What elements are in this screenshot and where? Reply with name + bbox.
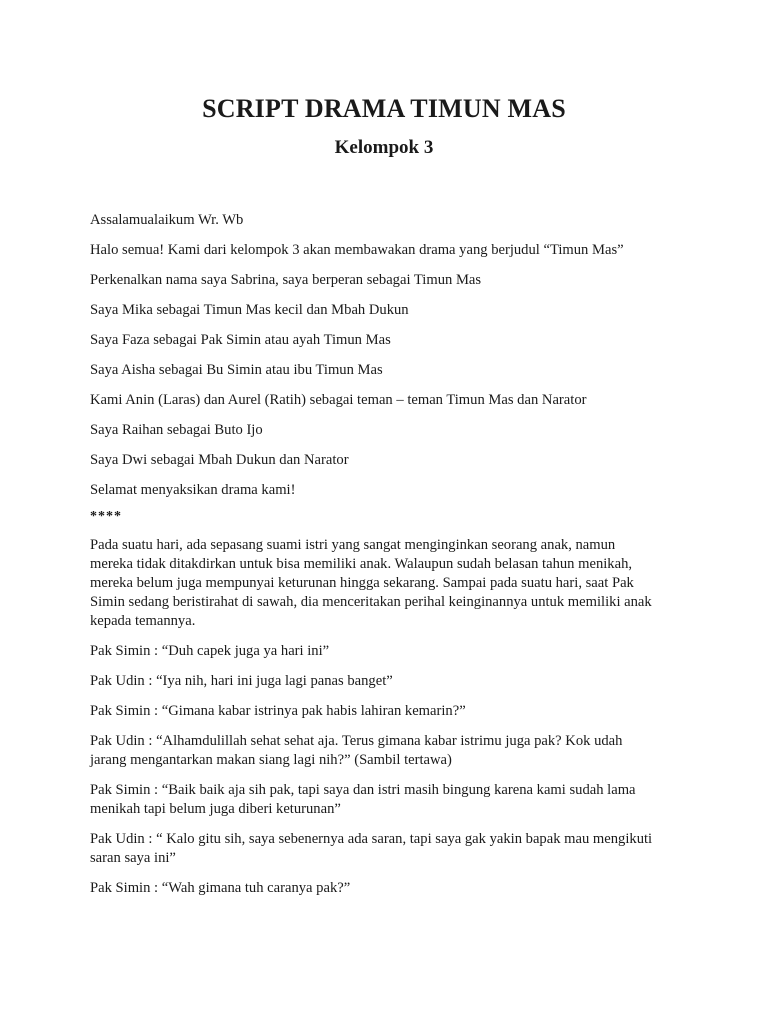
dialogue-text: Pak Simin : “Gimana kabar istrinya pak habis lahiran kemarin?” [90,703,466,719]
intro-line: Kami Anin (Laras) dan Aurel (Ratih) sebagai teman – teman Timun Mas dan Narator [90,392,587,408]
narration-line: mereka belum juga mempunyai keturunan hingga sekarang. Sampai pada suatu hari, saat Pak [90,575,634,591]
dialogue-text: Pak Simin : “Wah gimana tuh caranya pak?” [90,880,351,896]
dialogue-line [90,781,690,819]
dialogue-line [90,830,690,868]
dialogue-text: Pak Simin : “Baik baik aja sih pak, tapi saya dan istri masih bingung karena kami sudah lama [90,782,636,798]
dialogue-text: Pak Udin : “Iya nih, hari ini juga lagi panas banget” [90,673,393,689]
dialogue-line [90,732,690,770]
intro-line: Selamat menyaksikan drama kami! [90,482,296,498]
dialogue-text: Pak Udin : “ Kalo gitu sih, saya sebenernya ada saran, tapi saya gak yakin bapak mau mengikuti [90,831,653,847]
intro-line: Saya Mika sebagai Timun Mas kecil dan Mbah Dukun [90,302,409,318]
scene-separator: **** [90,509,122,524]
narration-line: kepada temannya. [90,613,196,629]
document-body [90,211,690,909]
intro-line: Saya Raihan sebagai Buto Ijo [90,422,263,438]
narration-line: mereka tidak ditakdirkan untuk bisa memiliki anak. Walaupun sudah belasan tahun menikah, [90,556,633,572]
intro-line: Perkenalkan nama saya Sabrina, saya berperan sebagai Timun Mas [90,272,482,288]
narration-paragraph [90,536,690,631]
dialogue-text: Pak Udin : “Alhamdulillah sehat sehat aja. Terus gimana kabar istrimu juga pak? Kok udah [90,733,623,749]
intro-line: Saya Dwi sebagai Mbah Dukun dan Narator [90,452,349,468]
dialogue-line [90,642,690,661]
dialogue-line [90,879,690,898]
intro-line: Assalamualaikum Wr. Wb [90,212,244,228]
dialogue-line [90,702,690,721]
dialogue-text: Pak Simin : “Duh capek juga ya hari ini” [90,643,330,659]
intro-line: Saya Faza sebagai Pak Simin atau ayah Timun Mas [90,332,391,348]
narration-line: Simin sedang beristirahat di sawah, dia menceritakan perihal keinginannya untuk memiliki anak [90,594,652,610]
intro-line: Saya Aisha sebagai Bu Simin atau ibu Timun Mas [90,362,383,378]
intro-line: Halo semua! Kami dari kelompok 3 akan membawakan drama yang berjudul “Timun Mas” [90,242,624,258]
dialogue-text: saran saya ini” [90,850,176,866]
dialogue-text: jarang mengantarkan makan siang lagi nih?” (Sambil tertawa) [90,752,452,768]
dialogue-line [90,672,690,691]
narration-line: Pada suatu hari, ada sepasang suami istri yang sangat menginginkan seorang anak, namun [90,537,616,553]
dialogue-text: menikah tapi belum juga diberi keturunan” [90,801,341,817]
page-title: SCRIPT DRAMA TIMUN MAS [202,94,566,123]
page-subtitle: Kelompok 3 [334,137,434,158]
